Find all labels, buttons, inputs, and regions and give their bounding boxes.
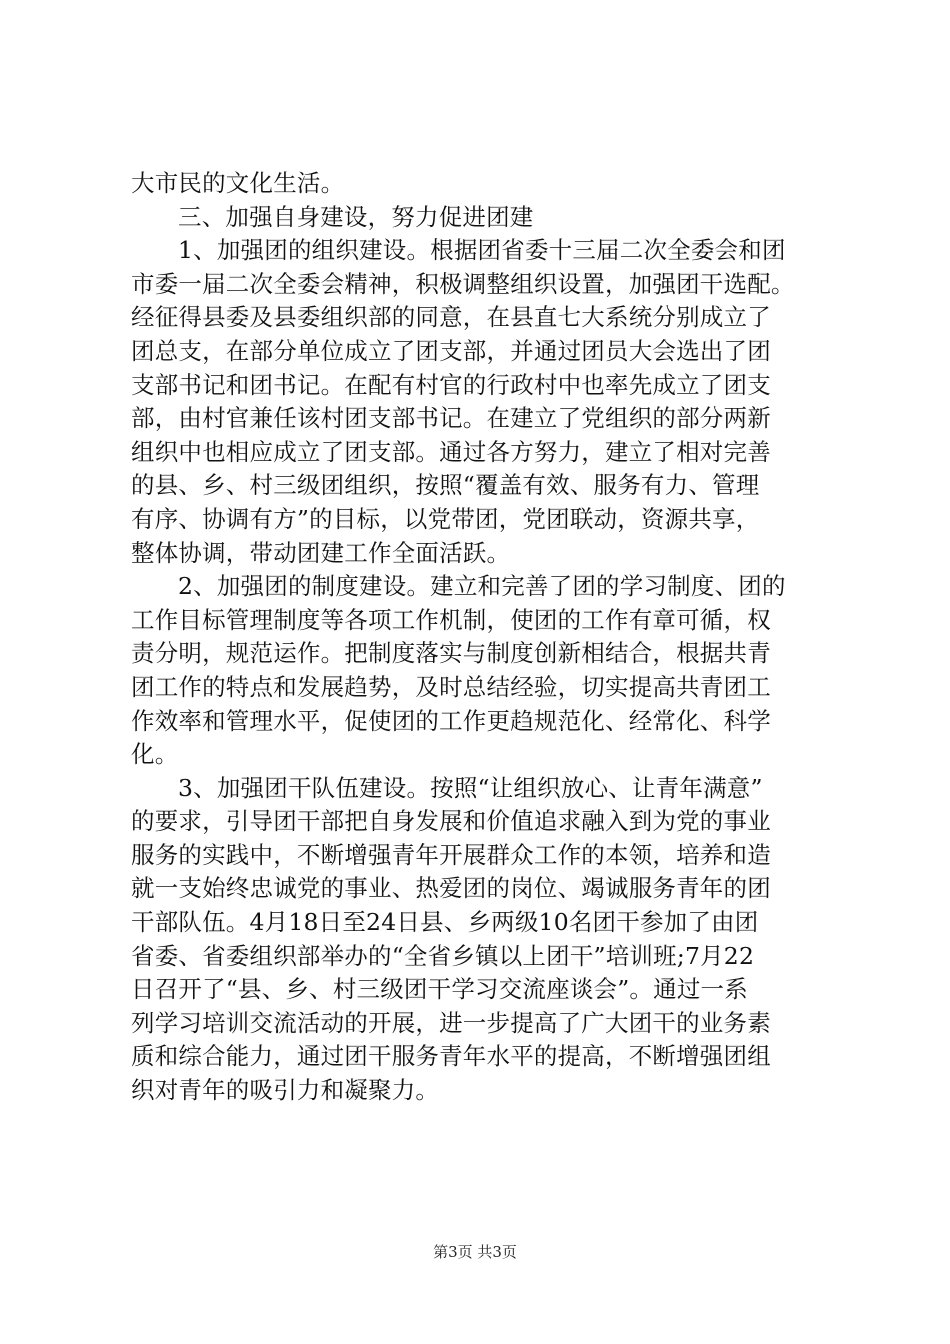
text-line: 组织中也相应成立了团支部。通过各方努力，建立了相对完善: [131, 437, 771, 466]
text-line: 省委、省委组织部举办的“全省乡镇以上团干”培训班;7月22: [131, 941, 755, 970]
text-line: 部，由村官兼任该村团支部书记。在建立了党组织的部分两新: [131, 404, 771, 433]
text-line: 市委一届二次全委会精神，积极调整组织设置，加强团干选配。: [131, 269, 795, 298]
text-line: 大市民的文化生活。: [131, 169, 345, 197]
text-line: 的县、乡、村三级团组织，按照“覆盖有效、服务有力、管理: [131, 471, 760, 500]
document-body: [131, 167, 831, 1108]
section-heading: 三、加强自身建设，努力促进团建: [178, 202, 534, 231]
paragraph-first-line: 2、加强团的制度建设。建立和完善了团的学习制度、团的: [178, 572, 786, 601]
text-line: 作效率和管理水平，促使团的工作更趋规范化、经常化、科学: [131, 706, 771, 735]
text-line: 就一支始终忠诚党的事业、热爱团的岗位、竭诚服务青年的团: [131, 874, 771, 903]
text-line: 团总支，在部分单位成立了团支部，并通过团员大会选出了团: [131, 336, 771, 365]
text-line: 织对青年的吸引力和凝聚力。: [131, 1076, 440, 1105]
text-line: 质和综合能力，通过团干服务青年水平的提高，不断增强团组: [131, 1042, 771, 1071]
text-line: 团工作的特点和发展趋势，及时总结经验，切实提高共青团工: [131, 672, 771, 701]
paragraph-first-line: 3、加强团干队伍建设。按照“让组织放心、让青年满意”: [178, 773, 763, 802]
text-line: 经征得县委及县委组织部的同意，在县直七大系统分别成立了: [131, 303, 771, 332]
text-line: 工作目标管理制度等各项工作机制，使团的工作有章可循，权: [131, 605, 771, 634]
paragraph-first-line: 1、加强团的组织建设。根据团省委十三届二次全委会和团: [178, 236, 786, 265]
text-line: 的要求，引导团干部把自身发展和价值追求融入到为党的事业: [131, 807, 771, 836]
text-line: 日召开了“县、乡、村三级团干学习交流座谈会”。通过一系: [131, 975, 748, 1004]
text-line: 化。: [131, 740, 179, 769]
text-line: 整体协调，带动团建工作全面活跃。: [131, 538, 511, 567]
text-line: 有序、协调有方”的目标，以党带团，党团联动，资源共享，: [131, 504, 760, 533]
text-line: 责分明，规范运作。把制度落实与制度创新相结合，根据共青: [131, 639, 771, 668]
page-number-footer: 第3页 共3页: [433, 1243, 517, 1261]
text-line: 服务的实践中，不断增强青年开展群众工作的本领，培养和造: [131, 840, 771, 869]
text-line: 列学习培训交流活动的开展，进一步提高了广大团干的业务素: [131, 1008, 771, 1037]
text-line: 支部书记和团书记。在配有村官的行政村中也率先成立了团支: [131, 370, 771, 399]
text-line: 干部队伍。4月18日至24日县、乡两级10名团干参加了由团: [131, 908, 759, 937]
